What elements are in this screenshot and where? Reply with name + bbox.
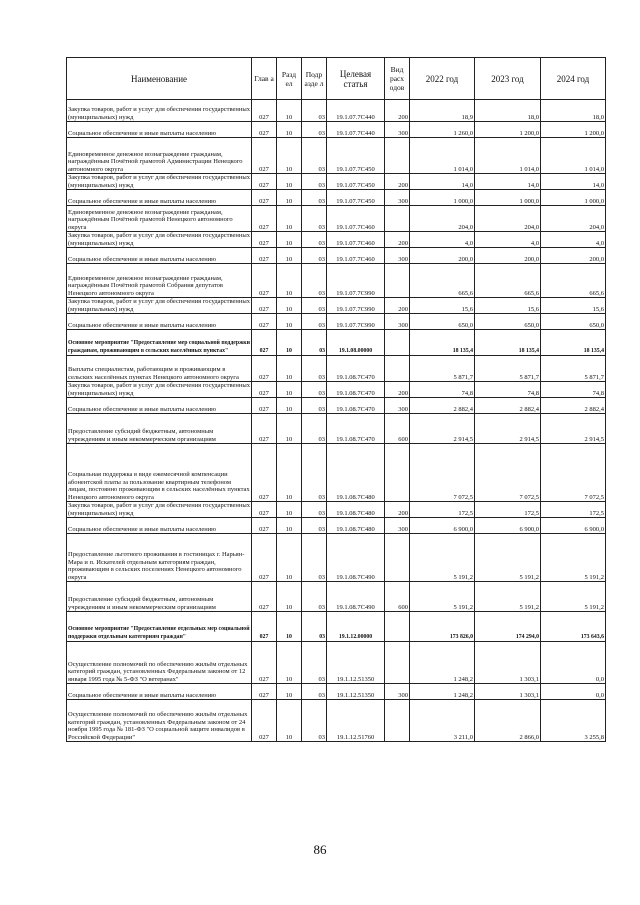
- row-value-2023: 5 191,2: [475, 582, 541, 612]
- row-value-2022: 665,6: [410, 264, 475, 298]
- row-target: 19.1.08.7С470: [327, 356, 385, 382]
- row-value-2024: 200,0: [541, 248, 606, 264]
- row-value-2024: 18 135,4: [541, 330, 606, 356]
- row-name: Предоставление субсидий бюджетным, автономным учреждениям и иным некоммерческим организациям: [67, 582, 252, 612]
- row-value-2022: 6 900,0: [410, 518, 475, 534]
- row-target: 19.1.08.7С490: [327, 582, 385, 612]
- row-value-2023: 1 200,0: [475, 122, 541, 138]
- table-row: [67, 100, 606, 122]
- row-value-2023: 1 000,0: [475, 190, 541, 206]
- table-row: [67, 518, 606, 534]
- row-target: 19.1.07.7С460: [327, 206, 385, 232]
- row-subsection: 03: [302, 700, 327, 742]
- row-value-2023: 18 135,4: [475, 330, 541, 356]
- row-subsection: 03: [302, 356, 327, 382]
- row-expense-type: 600: [385, 582, 410, 612]
- row-target: 19.1.08.7С470: [327, 398, 385, 414]
- row-value-2022: 172,5: [410, 502, 475, 518]
- row-value-2022: 204,0: [410, 206, 475, 232]
- row-expense-type: [385, 264, 410, 298]
- table-row: [67, 534, 606, 582]
- row-target: 19.1.07.7С450: [327, 138, 385, 174]
- row-chapter: 027: [252, 314, 277, 330]
- row-value-2024: 2 882,4: [541, 398, 606, 414]
- row-value-2023: 1 303,1: [475, 642, 541, 684]
- table-row: [67, 248, 606, 264]
- table-row: [67, 398, 606, 414]
- row-expense-type: 300: [385, 398, 410, 414]
- row-section: 10: [277, 330, 302, 356]
- row-name: Выплаты специалистам, работающим и проживающим в сельских населённых пунктах Ненецкого автономного округа: [67, 356, 252, 382]
- row-value-2022: 1 014,0: [410, 138, 475, 174]
- table-row: [67, 174, 606, 190]
- table-row: [67, 356, 606, 382]
- row-chapter: 027: [252, 398, 277, 414]
- row-target: 19.1.07.7С440: [327, 122, 385, 138]
- row-chapter: 027: [252, 534, 277, 582]
- row-section: 10: [277, 700, 302, 742]
- row-name: Единовременное денежное вознаграждение гражданам, награждённым Почётной грамотой Собрания депутатов Ненецкого автономного округа: [67, 264, 252, 298]
- row-value-2022: 1 248,2: [410, 684, 475, 700]
- budget-table: [66, 57, 606, 742]
- row-value-2022: 5 871,7: [410, 356, 475, 382]
- row-value-2022: 18 135,4: [410, 330, 475, 356]
- row-chapter: 027: [252, 232, 277, 248]
- row-target: 19.1.07.7С450: [327, 190, 385, 206]
- row-target: 19.1.07.7С440: [327, 100, 385, 122]
- row-name: Предоставление субсидий бюджетным, автономным учреждениям и иным некоммерческим организациям: [67, 414, 252, 444]
- table-row: [67, 582, 606, 612]
- row-value-2024: 172,5: [541, 502, 606, 518]
- row-value-2024: 1 014,0: [541, 138, 606, 174]
- row-value-2022: 1 000,0: [410, 190, 475, 206]
- page-number: 86: [313, 842, 327, 857]
- row-section: 10: [277, 264, 302, 298]
- row-value-2024: 650,0: [541, 314, 606, 330]
- row-target: 19.1.08.7С480: [327, 502, 385, 518]
- row-value-2023: 204,0: [475, 206, 541, 232]
- row-chapter: 027: [252, 700, 277, 742]
- row-name: Социальное обеспечение и иные выплаты населению: [67, 518, 252, 534]
- header-subsection: Подр азде л: [302, 58, 327, 100]
- row-subsection: 03: [302, 206, 327, 232]
- row-name: Социальное обеспечение и иные выплаты населению: [67, 248, 252, 264]
- row-expense-type: 300: [385, 122, 410, 138]
- row-chapter: 027: [252, 122, 277, 138]
- header-target: Целевая статья: [327, 58, 385, 100]
- row-chapter: 027: [252, 684, 277, 700]
- row-expense-type: 200: [385, 174, 410, 190]
- row-target: 19.1.07.7С990: [327, 298, 385, 314]
- row-target: 19.1.07.7С990: [327, 314, 385, 330]
- row-name: Социальное обеспечение и иные выплаты населению: [67, 398, 252, 414]
- table-row: [67, 382, 606, 398]
- header-section: Разд ел: [277, 58, 302, 100]
- row-value-2024: 74,8: [541, 382, 606, 398]
- row-chapter: 027: [252, 356, 277, 382]
- table-row: [67, 138, 606, 174]
- row-value-2022: 2 882,4: [410, 398, 475, 414]
- row-value-2023: 650,0: [475, 314, 541, 330]
- row-target: 19.1.12.51350: [327, 684, 385, 700]
- row-chapter: 027: [252, 414, 277, 444]
- row-subsection: 03: [302, 684, 327, 700]
- row-chapter: 027: [252, 518, 277, 534]
- table-row: [67, 122, 606, 138]
- header-chapter: Глав а: [252, 58, 277, 100]
- row-subsection: 03: [302, 232, 327, 248]
- row-target: 19.1.07.7С460: [327, 232, 385, 248]
- row-value-2023: 172,5: [475, 502, 541, 518]
- row-subsection: 03: [302, 582, 327, 612]
- header-name: Наименование: [67, 58, 252, 100]
- row-name: Единовременное денежное вознаграждение гражданам, награждённым Почётной грамотой Ненецкого автономного округа: [67, 206, 252, 232]
- row-expense-type: 300: [385, 190, 410, 206]
- row-chapter: 027: [252, 248, 277, 264]
- header-2022: 2022 год: [410, 58, 475, 100]
- row-value-2022: 18,9: [410, 100, 475, 122]
- row-expense-type: 300: [385, 684, 410, 700]
- row-value-2023: 18,0: [475, 100, 541, 122]
- row-value-2024: 1 000,0: [541, 190, 606, 206]
- row-section: 10: [277, 190, 302, 206]
- row-section: 10: [277, 298, 302, 314]
- row-subsection: 03: [302, 122, 327, 138]
- row-section: 10: [277, 612, 302, 642]
- row-section: 10: [277, 518, 302, 534]
- row-subsection: 03: [302, 518, 327, 534]
- row-chapter: 027: [252, 174, 277, 190]
- row-subsection: 03: [302, 100, 327, 122]
- row-subsection: 03: [302, 264, 327, 298]
- row-section: 10: [277, 414, 302, 444]
- row-name: Закупка товаров, работ и услуг для обеспечения государственных (муниципальных) нужд: [68, 232, 251, 247]
- row-value-2022: 14,0: [410, 174, 475, 190]
- row-value-2024: 15,6: [541, 298, 606, 314]
- row-value-2023: 74,8: [475, 382, 541, 398]
- row-value-2022: 173 826,0: [410, 612, 475, 642]
- row-value-2023: 7 072,5: [475, 444, 541, 502]
- row-value-2023: 1 014,0: [475, 138, 541, 174]
- row-value-2022: 5 191,2: [410, 582, 475, 612]
- row-expense-type: [385, 206, 410, 232]
- row-value-2024: 204,0: [541, 206, 606, 232]
- row-value-2022: 1 260,0: [410, 122, 475, 138]
- row-chapter: 027: [252, 642, 277, 684]
- row-value-2023: 174 294,0: [475, 612, 541, 642]
- row-section: 10: [277, 314, 302, 330]
- row-expense-type: [385, 330, 410, 356]
- row-value-2024: 5 871,7: [541, 356, 606, 382]
- row-value-2022: 650,0: [410, 314, 475, 330]
- row-target: 19.1.07.7С460: [327, 248, 385, 264]
- table-row: [67, 700, 606, 742]
- row-expense-type: [385, 444, 410, 502]
- row-section: 10: [277, 398, 302, 414]
- row-expense-type: 600: [385, 414, 410, 444]
- header-2024: 2024 год: [541, 58, 606, 100]
- row-section: 10: [277, 122, 302, 138]
- row-expense-type: 200: [385, 382, 410, 398]
- table-row: [67, 414, 606, 444]
- row-name: Социальная поддержка в виде ежемесячной компенсации абонентской платы за пользование квартирным телефоном лицам, постоянно проживающим в сельских населённых пунктах Ненецкого автономного округа: [67, 444, 252, 502]
- row-section: 10: [277, 582, 302, 612]
- row-value-2023: 1 303,1: [475, 684, 541, 700]
- row-value-2022: 4,0: [410, 232, 475, 248]
- table-row: [67, 298, 606, 314]
- row-name: Основное мероприятие "Предоставление отдельных мер социальной поддержки отдельным категориям граждан": [67, 612, 252, 642]
- row-value-2024: 4,0: [541, 232, 606, 248]
- row-section: 10: [277, 248, 302, 264]
- row-section: 10: [277, 100, 302, 122]
- row-section: 10: [277, 206, 302, 232]
- row-subsection: 03: [302, 138, 327, 174]
- row-expense-type: [385, 356, 410, 382]
- row-section: 10: [277, 642, 302, 684]
- row-value-2024: 7 072,5: [541, 444, 606, 502]
- row-expense-type: 300: [385, 314, 410, 330]
- row-chapter: 027: [252, 382, 277, 398]
- row-name: Закупка товаров, работ и услуг для обеспечения государственных (муниципальных) нужд: [68, 382, 251, 397]
- row-value-2024: 6 900,0: [541, 518, 606, 534]
- row-expense-type: [385, 612, 410, 642]
- row-value-2022: 15,6: [410, 298, 475, 314]
- table-row: [67, 612, 606, 642]
- row-subsection: 03: [302, 382, 327, 398]
- row-value-2024: 2 914,5: [541, 414, 606, 444]
- row-value-2024: 3 255,8: [541, 700, 606, 742]
- row-subsection: 03: [302, 502, 327, 518]
- row-value-2022: 7 072,5: [410, 444, 475, 502]
- row-section: 10: [277, 382, 302, 398]
- row-value-2022: 5 191,2: [410, 534, 475, 582]
- row-chapter: 027: [252, 100, 277, 122]
- row-subsection: 03: [302, 642, 327, 684]
- row-name: Предоставление льготного проживания в гостиницах г. Нарьян-Мара и п. Искателей отдельным категориям граждан, проживающим в сельских поселениях Ненецкого автономного округа: [67, 534, 252, 582]
- row-chapter: 027: [252, 612, 277, 642]
- row-value-2024: 1 200,0: [541, 122, 606, 138]
- row-subsection: 03: [302, 414, 327, 444]
- table-row: [67, 206, 606, 232]
- row-section: 10: [277, 534, 302, 582]
- budget-table-page: [66, 57, 605, 742]
- row-value-2022: 200,0: [410, 248, 475, 264]
- table-row: [67, 502, 606, 518]
- row-value-2022: 3 211,0: [410, 700, 475, 742]
- row-value-2023: 2 866,0: [475, 700, 541, 742]
- row-subsection: 03: [302, 444, 327, 502]
- row-value-2023: 15,6: [475, 298, 541, 314]
- row-target: 19.1.08.7С470: [327, 382, 385, 398]
- row-section: 10: [277, 356, 302, 382]
- row-chapter: 027: [252, 138, 277, 174]
- row-expense-type: [385, 138, 410, 174]
- row-chapter: 027: [252, 502, 277, 518]
- row-value-2023: 14,0: [475, 174, 541, 190]
- row-subsection: 03: [302, 298, 327, 314]
- row-section: 10: [277, 684, 302, 700]
- row-value-2023: 6 900,0: [475, 518, 541, 534]
- row-target: 19.1.08.7С480: [327, 518, 385, 534]
- row-expense-type: 300: [385, 518, 410, 534]
- row-expense-type: 200: [385, 100, 410, 122]
- row-subsection: 03: [302, 330, 327, 356]
- table-row: [67, 330, 606, 356]
- header-row: [67, 58, 606, 100]
- row-chapter: 027: [252, 206, 277, 232]
- row-chapter: 027: [252, 264, 277, 298]
- row-expense-type: [385, 642, 410, 684]
- row-chapter: 027: [252, 190, 277, 206]
- row-value-2024: 14,0: [541, 174, 606, 190]
- row-value-2024: 5 191,2: [541, 582, 606, 612]
- row-name: Социальное обеспечение и иные выплаты населению: [67, 684, 252, 700]
- row-value-2023: 200,0: [475, 248, 541, 264]
- row-subsection: 03: [302, 174, 327, 190]
- header-expense-type: Вид расх одов: [385, 58, 410, 100]
- row-value-2024: 0,0: [541, 642, 606, 684]
- row-subsection: 03: [302, 398, 327, 414]
- row-target: 19.1.12.00000: [327, 612, 385, 642]
- row-name: Осуществление полномочий по обеспечению жильём отдельных категорий граждан, установленных Федеральным законом от 24 ноября 1995 года № 181-ФЗ "О социальной защите инвалидов в Российской Федерации": [67, 700, 252, 742]
- row-target: 19.1.07.7С990: [327, 264, 385, 298]
- table-row: [67, 444, 606, 502]
- row-subsection: 03: [302, 534, 327, 582]
- table-row: [67, 232, 606, 248]
- row-name: Социальное обеспечение и иные выплаты населению: [67, 190, 252, 206]
- row-target: 19.1.08.7С490: [327, 534, 385, 582]
- row-target: 19.1.12.51350: [327, 642, 385, 684]
- row-name: Закупка товаров, работ и услуг для обеспечения государственных (муниципальных) нужд: [67, 100, 252, 122]
- row-name: Закупка товаров, работ и услуг для обеспечения государственных (муниципальных) нужд: [68, 174, 251, 189]
- row-value-2023: 665,6: [475, 264, 541, 298]
- header-2023: 2023 год: [475, 58, 541, 100]
- table-row: [67, 314, 606, 330]
- row-subsection: 03: [302, 612, 327, 642]
- row-target: 19.1.07.7С450: [327, 174, 385, 190]
- row-subsection: 03: [302, 314, 327, 330]
- row-expense-type: 200: [385, 502, 410, 518]
- table-row: [67, 642, 606, 684]
- row-name: Социальное обеспечение и иные выплаты населению: [67, 314, 252, 330]
- row-value-2023: 2 882,4: [475, 398, 541, 414]
- row-section: 10: [277, 444, 302, 502]
- row-value-2023: 2 914,5: [475, 414, 541, 444]
- row-name: Основное мероприятие "Предоставление мер социальной поддержки гражданам, проживающим в сельских населённых пунктах": [67, 330, 252, 356]
- row-chapter: 027: [252, 444, 277, 502]
- row-value-2024: 18,0: [541, 100, 606, 122]
- row-section: 10: [277, 232, 302, 248]
- table-row: [67, 684, 606, 700]
- row-expense-type: 200: [385, 298, 410, 314]
- row-section: 10: [277, 174, 302, 190]
- table-body: [67, 100, 606, 742]
- row-value-2024: 173 643,6: [541, 612, 606, 642]
- row-name: Единовременное денежное вознаграждение гражданам, награждённым Почётной грамотой Администрации Ненецкого автономного округа: [67, 138, 252, 174]
- table-row: [67, 190, 606, 206]
- row-expense-type: 200: [385, 232, 410, 248]
- row-target: 19.1.12.51760: [327, 700, 385, 742]
- row-value-2022: 74,8: [410, 382, 475, 398]
- row-value-2024: 0,0: [541, 684, 606, 700]
- row-name: Закупка товаров, работ и услуг для обеспечения государственных (муниципальных) нужд: [68, 502, 251, 517]
- row-value-2023: 4,0: [475, 232, 541, 248]
- row-expense-type: [385, 534, 410, 582]
- row-target: 19.1.08.7С470: [327, 414, 385, 444]
- row-expense-type: 300: [385, 248, 410, 264]
- row-name: Осуществление полномочий по обеспечению жильём отдельных категорий граждан, установленных Федеральным законом от 12 января 1995 года № 5-ФЗ "О ветеранах": [67, 642, 252, 684]
- row-section: 10: [277, 138, 302, 174]
- row-chapter: 027: [252, 298, 277, 314]
- row-chapter: 027: [252, 582, 277, 612]
- table-row: [67, 264, 606, 298]
- row-value-2024: 5 191,2: [541, 534, 606, 582]
- row-expense-type: [385, 700, 410, 742]
- row-subsection: 03: [302, 190, 327, 206]
- row-value-2022: 1 248,2: [410, 642, 475, 684]
- row-target: 19.1.08.7С480: [327, 444, 385, 502]
- row-target: 19.1.08.00000: [327, 330, 385, 356]
- row-section: 10: [277, 502, 302, 518]
- row-value-2024: 665,6: [541, 264, 606, 298]
- row-name: Закупка товаров, работ и услуг для обеспечения государственных (муниципальных) нужд: [68, 298, 251, 313]
- row-subsection: 03: [302, 248, 327, 264]
- row-chapter: 027: [252, 330, 277, 356]
- row-value-2023: 5 191,2: [475, 534, 541, 582]
- row-name: Социальное обеспечение и иные выплаты населению: [67, 122, 252, 138]
- row-value-2023: 5 871,7: [475, 356, 541, 382]
- row-value-2022: 2 914,5: [410, 414, 475, 444]
